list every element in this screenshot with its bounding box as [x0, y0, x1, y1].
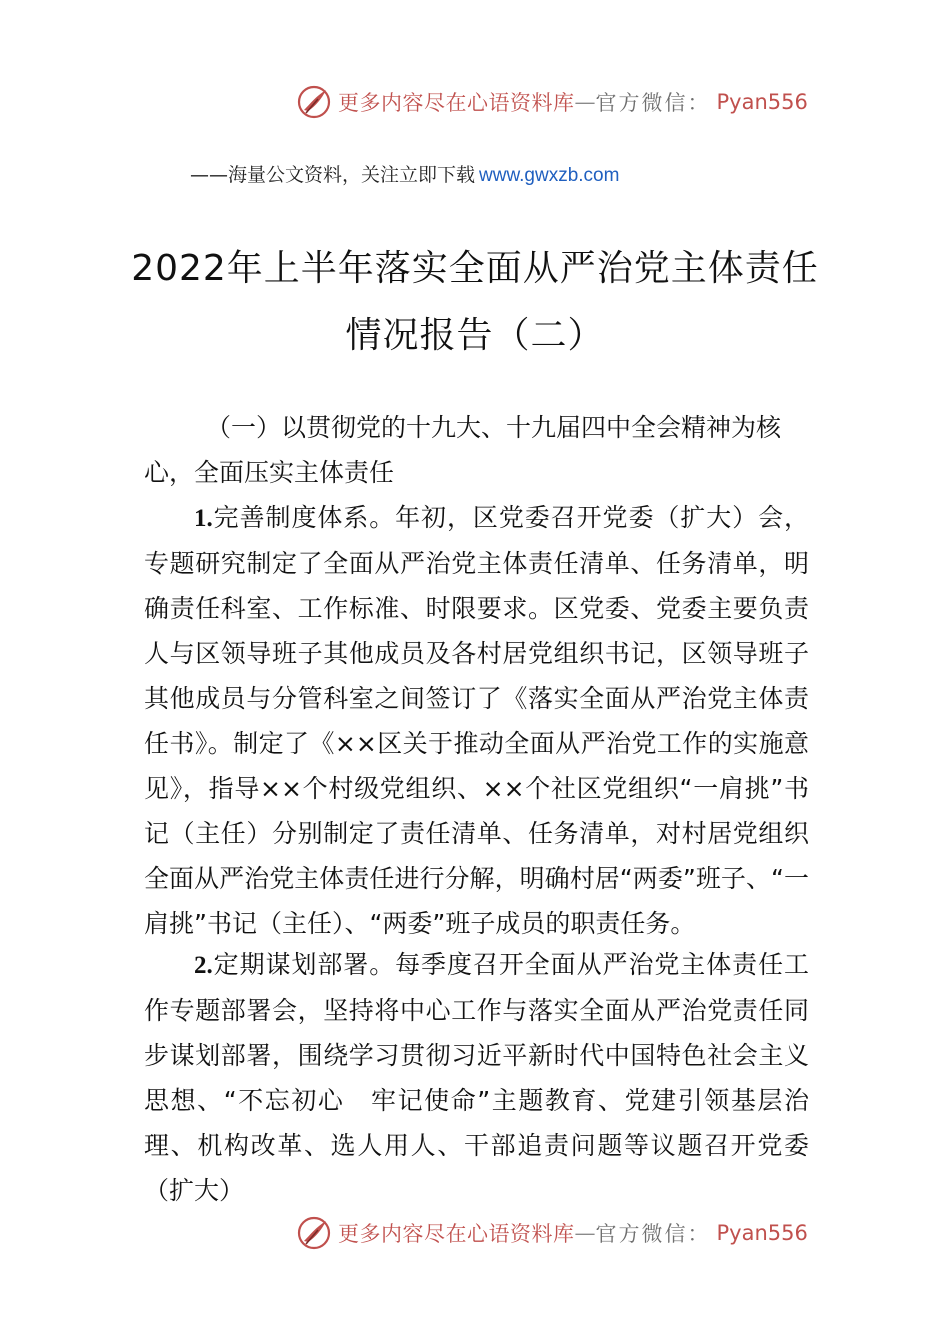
header-banner: [296, 82, 808, 122]
document-title-line-2: 情况报告（二）: [345, 315, 605, 356]
banner-wechat-label: 官方微信：: [595, 91, 711, 115]
paragraph-2-text: 定期谋划部署。每季度召开全面从严治党主体责任工作专题部署会，坚持将中心工作与落实全面从严治党责任同步谋划部署，围绕学习贯彻习近平新时代中国特色社会主义思想、“不忘初心 牢记使命”主题教育、党建引领基层治理、机构改革、选人用人、干部追责问题等议题召开党委（扩大）: [144, 950, 809, 1205]
paragraph-1-text: 完善制度体系。年初，区党委召开党委（扩大）会，专题研究制定了全面从严治党主体责任清单、任务清单，明确责任科室、工作标准、时限要求。区党委、党委主要负责人与区领导班子其他成员及各村居党组织书记，区领导班子其他成员与分管科室之间签订了《落实全面从严治党主体责任书》。制定了《××区关于推动全面从严治党工作的实施意见》，指导××个村级党组织、××个社区党组织“一肩挑”书记（主任）分别制定了责任清单、任务清单，对村居党组织全面从严治党主体责任进行分解，明确村居“两委”班子、“一肩挑”书记（主任）、“两委”班子成员的职责任务。: [144, 503, 809, 938]
banner-wechat-id: Pyan556: [716, 90, 808, 114]
paragraph-1-number: 1.: [194, 505, 213, 532]
paragraph-1: [144, 495, 809, 946]
footer-wechat-label: 官方微信：: [595, 1222, 711, 1246]
footer-slogan: 更多内容尽在心语资料库: [338, 1222, 575, 1246]
quill-logo-icon: [296, 84, 332, 120]
website-link[interactable]: www.gwxzb.com: [479, 165, 620, 186]
footer-banner: [296, 1213, 808, 1253]
paragraph-2-number: 2.: [194, 952, 213, 979]
paragraph-2: [144, 942, 809, 1213]
banner-slogan: 更多内容尽在心语资料库: [338, 91, 575, 115]
document-title-line-1: 2022年上半年落实全面从严治党主体责任: [131, 248, 819, 289]
quill-logo-icon: [296, 1215, 332, 1251]
footer-dash: —: [574, 1221, 596, 1245]
footer-wechat-id: Pyan556: [716, 1221, 808, 1245]
section-heading: （一）以贯彻党的十九大、十九届四中全会精神为核心，全面压实主体责任: [144, 413, 782, 487]
download-notice-text: ——海量公文资料，关注立即下载: [190, 164, 476, 186]
download-notice: [190, 160, 619, 187]
banner-dash: —: [574, 90, 596, 114]
